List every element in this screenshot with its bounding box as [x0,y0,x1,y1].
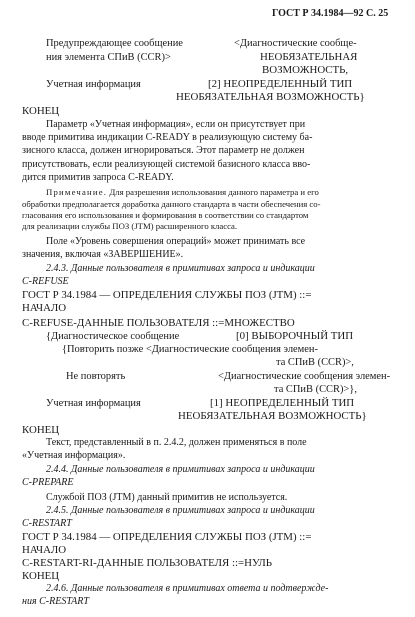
paragraph-line: Параметр «Учетная информация», если он присутствует при [46,119,306,131]
note-label: Примечание. [46,187,108,198]
definition-line: НЕОБЯЗАТЕЛЬНАЯ ВОЗМОЖНОСТЬ} [178,409,367,422]
definition-line: C-RESTART-RI-ДАННЫЕ ПОЛЬЗОВАТЕЛЯ ::=НУЛЬ [22,556,273,569]
capability-keyword: ВОЗМОЖНОСТЬ, [262,63,349,76]
accounting-label: Учетная информация [46,397,141,409]
definition-line: НАЧАЛО [22,302,67,314]
end-keyword: КОНЕЦ [22,569,60,582]
definition-line: ГОСТ Р 34.1984 — ОПРЕДЕЛЕНИЯ СЛУЖБЫ ПОЗ (JTM) ::= [22,530,312,543]
section-title: ния C-RESTART [22,596,89,607]
note-line: для реализации службы ПОЗ (JTM) расширенного класса. [22,221,238,232]
definition-line: [1] НЕОПРЕДЕЛЕННЫЙ ТИП [210,396,355,409]
definition-line: [0] ВЫБОРОЧНЫЙ ТИП [236,329,354,342]
section-title: C-RESTART [22,517,72,529]
paragraph-line: вводе примитива индикации C-READY в реализующую систему ба- [22,132,313,144]
definition-line: C-REFUSE-ДАННЫЕ ПОЛЬЗОВАТЕЛЯ ::=МНОЖЕСТВО [22,316,295,329]
note-line: гласования его использования и формирования в соответствии со стандартом [22,209,309,220]
warning-type-line1: <Диагностические сообще- [234,38,357,50]
paragraph-line: Поле «Уровень совершения операций» может принимать все [46,235,306,247]
note-line: обработки предполагается доработка данного стандарта в части обеспечения со- [22,198,321,209]
accounting-label: Учетная информация [46,78,141,90]
section-title: C-REFUSE [22,275,69,287]
definition-line: {Повторить позже <Диагностические сообщения элемен- [62,343,318,355]
undefined-type-keyword: [2] НЕОПРЕДЕЛЕННЫЙ ТИП [208,77,353,90]
definition-line: {Диагностическое сообщение [46,330,180,342]
note-text: Для разрешения использования данного параметра и его [107,187,319,198]
section-title: 2.4.4. Данные пользователя в примитивах запроса и индикации [46,463,315,475]
optional-keyword: НЕОБЯЗАТЕЛЬНАЯ [260,50,358,63]
paragraph-line: зисного класса, должен игнорироваться. Этот параметр не должен [22,145,305,157]
definition-line: та СПиВ (CCR)>}, [274,383,357,395]
definition-line: <Диагностические сообщения элемен- [218,370,391,382]
section-title: C-PREPARE [22,476,74,488]
paragraph-line: «Учетная информация». [22,449,126,461]
page-header: ГОСТ Р 34.1984—92 С. 25 [272,8,389,19]
section-title: 2.4.3. Данные пользователя в примитивах запроса и индикации [46,262,315,274]
paragraph-line: значения, включая «ЗАВЕРШЕНИЕ». [22,248,184,260]
section-title: 2.4.6. Данные пользователя в примитивах ответа и подтвержде- [46,583,329,594]
section-title: 2.4.5. Данные пользователя в примитивах запроса и индикации [46,504,315,516]
warning-type-line2: ния элемента СПиВ (CCR)> [46,51,171,63]
warning-label: Предупреждающее сообщение [46,38,183,50]
paragraph-line: Службой ПОЗ (JTM) данный примитив не используется. [46,491,288,503]
end-keyword: КОНЕЦ [22,423,60,436]
definition-line: Не повторять [66,370,126,382]
note-line [46,188,319,197]
end-keyword: КОНЕЦ [22,104,60,117]
definition-line: НАЧАЛО [22,543,67,556]
definition-line: та СПиВ (CCR)>, [276,356,354,368]
paragraph-line: дится примитив запроса C-READY. [22,171,174,183]
definition-line: ГОСТ Р 34.1984 — ОПРЕДЕЛЕНИЯ СЛУЖБЫ ПОЗ (JTM) ::= [22,289,312,301]
paragraph-line: присутствовать, если реализующей системой базисного класса вво- [22,158,311,170]
optional-capability-keyword: НЕОБЯЗАТЕЛЬНАЯ ВОЗМОЖНОСТЬ} [176,90,365,103]
paragraph-line: Текст, представленный в п. 2.4.2, должен применяться в поле [46,436,307,448]
